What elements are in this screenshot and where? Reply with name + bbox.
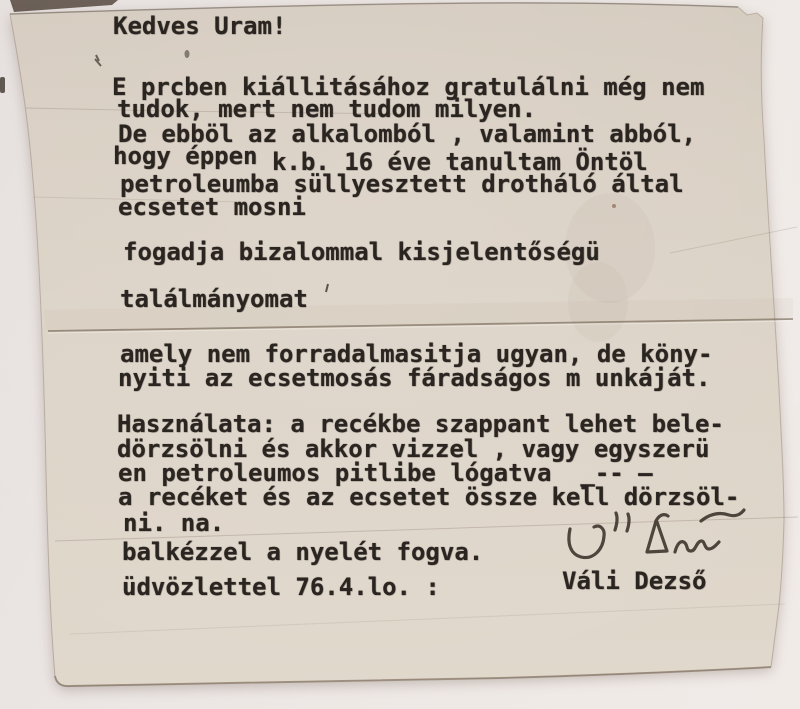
ink-dot (185, 50, 190, 58)
date-line: üdvözlettel 76.4.lo. : (122, 573, 440, 601)
body-line-segment-offset: k.b. 16 éve tanultam Öntöl (271, 148, 648, 176)
body-line: De ebböl az alkalomból , valamint abból, (118, 120, 696, 148)
body-line: amely nem forradalmasitja ugyan, de köny- (120, 340, 713, 368)
body-line: tudok, mert nem tudom milyen. (117, 95, 537, 123)
usage-line: a recéket és az ecsetet össze kell dörzsöl- (118, 483, 740, 511)
body-line: ecsetet mosni (118, 193, 306, 221)
salutation-line: Kedves Uram! (113, 12, 287, 40)
closing-line: balkézzel a nyelét fogva. (122, 538, 484, 566)
usage-line: dörzsölni és akkor vizzel , vagy egyszerü (117, 435, 710, 463)
offer-line: fogadja bizalommal kisjelentőségü (123, 238, 600, 266)
body-line: nyiti az ecsetmosás fáradságos m unkáját. (118, 364, 711, 392)
smudge-faint (568, 262, 628, 342)
brown-speck (612, 204, 616, 208)
usage-line: Használata: a recékbe szappant lehet bele- (117, 410, 724, 438)
typed-signature-name: Váli Dezső (562, 567, 707, 595)
usage-line: ni. na. (123, 509, 225, 537)
body-line-segment: hogy éppen (113, 142, 272, 170)
invention-line: találmányomat (120, 285, 308, 313)
body-line: E prcben kiállitásához gratulálni még nem (112, 73, 705, 101)
body-line: petroleumba süllyesztett drotháló által (120, 170, 684, 198)
body-line (113, 142, 648, 176)
usage-line: en petroleumos pitlibe lógatva _-- — (118, 459, 653, 487)
